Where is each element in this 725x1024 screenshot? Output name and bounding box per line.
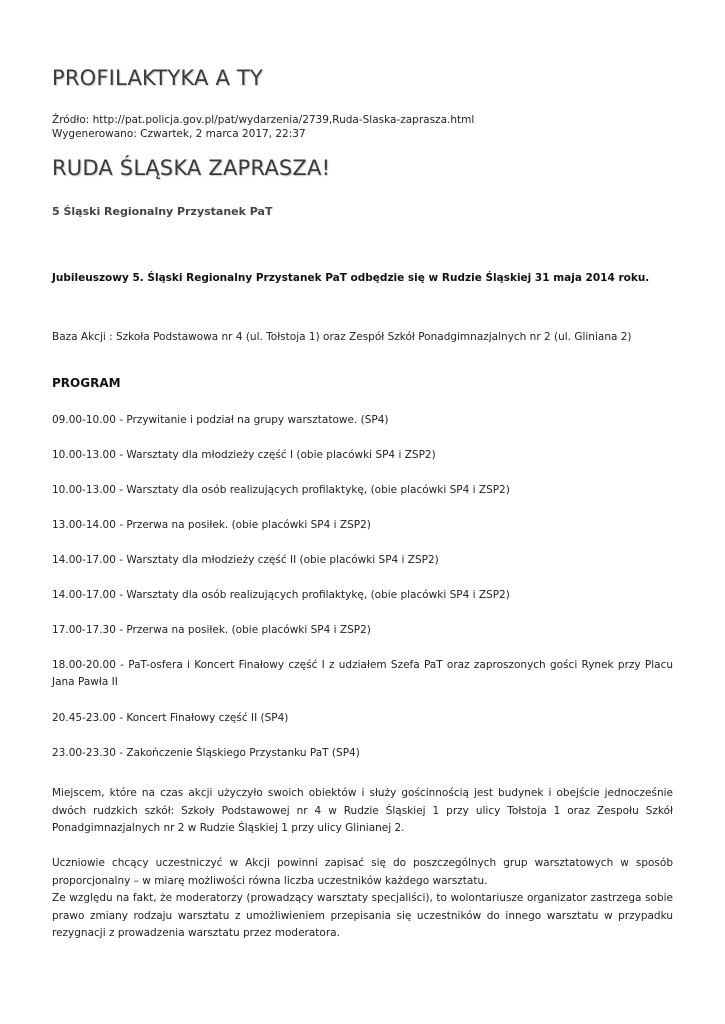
program-item: 14.00-17.00 - Warsztaty dla osób realizujących profilaktykę, (obie placówki SP4 i ZSP2): [52, 589, 510, 601]
program-item: 13.00-14.00 - Przerwa na posiłek. (obie placówki SP4 i ZSP2): [52, 519, 371, 531]
program-item: 10.00-13.00 - Warsztaty dla młodzieży część I (obie placówki SP4 i ZSP2): [52, 449, 436, 461]
action-base: Baza Akcji : Szkoła Podstawowa nr 4 (ul. Tołstoja 1) oraz Zespół Szkół Ponadgimnazjalnych nr 2 (ul. Gliniana 2): [52, 331, 632, 343]
article-title: RUDA ŚLĄSKA ZAPRASZA!: [52, 156, 331, 180]
program-heading: PROGRAM: [52, 376, 121, 390]
source-line: Źródło: http://pat.policja.gov.pl/pat/wydarzenia/2739,Ruda-Slaska-zaprasza.html: [52, 114, 475, 126]
program-item: 20.45-23.00 - Koncert Finałowy część II (SP4): [52, 712, 289, 724]
body-paragraph: Ze względu na fakt, że moderatorzy (prowadzący warsztaty specjaliści), to wolontariusze organizator zastrzega sobie prawo zmiany rodzaju warsztatu z umożliwieniem przepisania się uczestników do innego warsztatu w przypadku rezygnacji z prowadzenia warsztatu przez moderatora.: [52, 892, 673, 939]
article-subtitle: 5 Śląski Regionalny Przystanek PaT: [52, 205, 273, 218]
generated-line: Wygenerowano: Czwartek, 2 marca 2017, 22:37: [52, 128, 306, 140]
program-item: 17.00-17.30 - Przerwa na posiłek. (obie placówki SP4 i ZSP2): [52, 624, 371, 636]
body-paragraph: Miejscem, które na czas akcji użyczyło swoich obiektów i służy gościnnością jest budynek i obejście jednocześnie dwóch rudzkich szkół: Szkoły Podstawowej nr 4 w Rudzie Śląskiej 1 przy ulicy Tołstoja 1 oraz Zespołu Szkół Ponadgimnazjalnych nr 2 w Rudzie Śląskiej 1 przy ulicy Glinianej 2.: [52, 787, 673, 834]
program-item: 09.00-10.00 - Przywitanie i podział na grupy warsztatowe. (SP4): [52, 414, 389, 426]
program-item: 18.00-20.00 - PaT-osfera i Koncert Finałowy część I z udziałem Szefa PaT oraz zaproszonych gości Rynek przy Placu Jana Pawła II: [52, 659, 673, 688]
body-paragraph: Uczniowie chcący uczestniczyć w Akcji powinni zapisać się do poszczególnych grup warsztatowych w sposób proporcjonalny – w miarę możliwości równa liczba uczestników każdego warsztatu.: [52, 857, 673, 887]
article-lead: Jubileuszowy 5. Śląski Regionalny Przystanek PaT odbędzie się w Rudzie Śląskiej 31 maja 2014 roku.: [52, 272, 650, 284]
program-item: 10.00-13.00 - Warsztaty dla osób realizujących profilaktykę, (obie placówki SP4 i ZSP2): [52, 484, 510, 496]
program-item: 14.00-17.00 - Warsztaty dla młodzieży część II (obie placówki SP4 i ZSP2): [52, 554, 439, 566]
program-list: [52, 412, 673, 761]
site-title: PROFILAKTYKA A TY: [52, 66, 263, 90]
program-item: 23.00-23.30 - Zakończenie Śląskiego Przystanku PaT (SP4): [52, 747, 360, 759]
document-meta: [52, 113, 474, 141]
